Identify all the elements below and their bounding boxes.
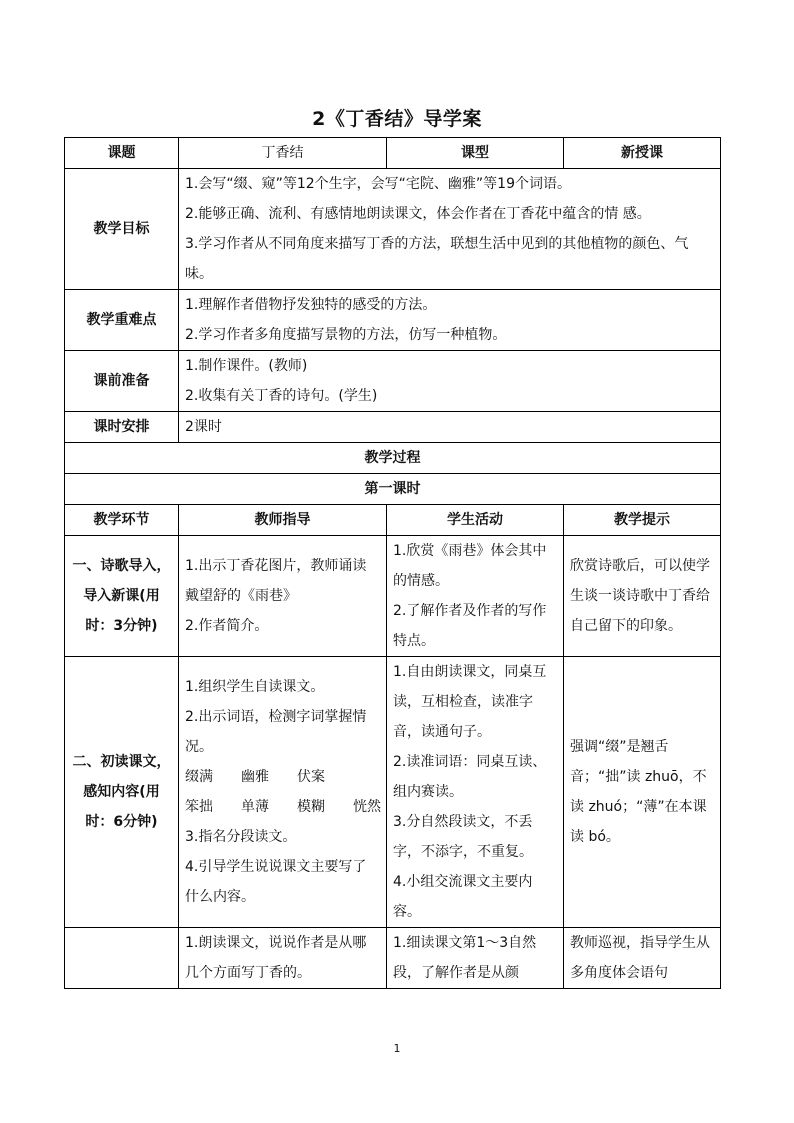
key-points-label: 教学重难点 bbox=[65, 290, 179, 351]
page-number: 1 bbox=[393, 1042, 401, 1055]
process-row-first-reading bbox=[65, 657, 721, 928]
teacher-item: 1.组织学生自读课文。 bbox=[185, 679, 325, 695]
goals-row bbox=[65, 169, 721, 290]
process-title: 教学过程 bbox=[65, 443, 721, 474]
tip-item: 强调“缀”是翘舌音；“拙”读 zhuō，不读 zhuó；“薄”在本课读 bó。 bbox=[570, 739, 707, 845]
goal-item: 3.学习作者从不同角度来描写丁香的方法，联想生活中见到的其他植物的颜色、气味。 bbox=[185, 236, 689, 282]
stage-cell bbox=[65, 928, 179, 989]
tips-cell bbox=[564, 657, 721, 928]
student-item: 2.了解作者及作者的写作特点。 bbox=[393, 603, 547, 649]
process-row-intro bbox=[65, 536, 721, 657]
tips-cell bbox=[564, 928, 721, 989]
goal-item: 2.能够正确、流利、有感情地朗读课文，体会作者在丁香花中蕴含的情 感。 bbox=[185, 206, 651, 222]
student-cell bbox=[387, 928, 564, 989]
teacher-cell bbox=[179, 536, 387, 657]
preparation-item: 1.制作课件。(教师) bbox=[185, 358, 308, 374]
column-header: 教师指导 bbox=[179, 505, 387, 536]
stage-cell: 二、初读课文，感知内容(用时：6分钟) bbox=[65, 657, 179, 928]
student-item: 4.小组交流课文主要内容。 bbox=[393, 874, 533, 920]
tip-item: 教师巡视，指导学生从多角度体会语句 bbox=[570, 935, 710, 981]
schedule-label: 课时安排 bbox=[65, 412, 179, 443]
preparation-item: 2.收集有关丁香的诗句。(学生) bbox=[185, 388, 378, 404]
preparation-label: 课前准备 bbox=[65, 351, 179, 412]
column-header-row bbox=[65, 505, 721, 536]
teacher-item: 3.指名分段读文。 bbox=[185, 829, 297, 845]
document-title: 2《丁香结》导学案 bbox=[312, 108, 482, 130]
teacher-cell bbox=[179, 657, 387, 928]
topic-value: 丁香结 bbox=[179, 138, 387, 169]
key-points-content bbox=[179, 290, 721, 351]
info-row bbox=[65, 138, 721, 169]
lesson-plan-table bbox=[64, 137, 721, 989]
teacher-item: 2.出示词语，检测字词掌握情况。 bbox=[185, 709, 367, 755]
column-header: 学生活动 bbox=[387, 505, 564, 536]
vocabulary-line: 缀满 幽雅 伏案 bbox=[185, 769, 325, 785]
stage-cell: 一、诗歌导入，导入新课(用时：3分钟) bbox=[65, 536, 179, 657]
key-point-item: 2.学习作者多角度描写景物的方法，仿写一种植物。 bbox=[185, 327, 507, 343]
goals-content bbox=[179, 169, 721, 290]
schedule-row bbox=[65, 412, 721, 443]
student-item: 1.自由朗读课文，同桌互读，互相检查，读准字音，读通句子。 bbox=[393, 664, 547, 740]
teacher-item: 4.引导学生说说课文主要写了什么内容。 bbox=[185, 859, 367, 905]
lesson-title-row bbox=[65, 474, 721, 505]
goals-label: 教学目标 bbox=[65, 169, 179, 290]
student-cell bbox=[387, 536, 564, 657]
lesson-title: 第一课时 bbox=[65, 474, 721, 505]
topic-label: 课题 bbox=[65, 138, 179, 169]
student-item: 2.读准词语：同桌互读、组内赛读。 bbox=[393, 754, 547, 800]
type-value: 新授课 bbox=[564, 138, 721, 169]
teacher-item: 1.出示丁香花图片，教师诵读戴望舒的《雨巷》 bbox=[185, 558, 367, 604]
column-header: 教学环节 bbox=[65, 505, 179, 536]
preparation-content bbox=[179, 351, 721, 412]
teacher-item: 2.作者简介。 bbox=[185, 618, 269, 634]
process-title-row bbox=[65, 443, 721, 474]
student-item: 3.分自然段读文，不丢字，不添字，不重复。 bbox=[393, 814, 533, 860]
teacher-item: 1.朗读课文，说说作者是从哪几个方面写丁香的。 bbox=[185, 935, 367, 981]
column-header: 教学提示 bbox=[564, 505, 721, 536]
schedule-value: 2课时 bbox=[179, 412, 721, 443]
type-label: 课型 bbox=[387, 138, 564, 169]
goal-item: 1.会写“缀、窥”等12个生字，会写“宅院、幽雅”等19个词语。 bbox=[185, 176, 571, 192]
student-item: 1.欣赏《雨巷》体会其中的情感。 bbox=[393, 543, 547, 589]
student-item: 1.细读课文第1～3自然段，了解作者是从颜 bbox=[393, 935, 537, 981]
key-point-item: 1.理解作者借物抒发独特的感受的方法。 bbox=[185, 297, 437, 313]
tips-cell bbox=[564, 536, 721, 657]
vocabulary-line: 笨拙 单薄 模糊 恍然 bbox=[185, 799, 381, 815]
tip-item: 欣赏诗歌后，可以使学生谈一谈诗歌中丁香给自己留下的印象。 bbox=[570, 558, 710, 634]
preparation-row bbox=[65, 351, 721, 412]
teacher-cell bbox=[179, 928, 387, 989]
student-cell bbox=[387, 657, 564, 928]
process-row-continued bbox=[65, 928, 721, 989]
key-points-row bbox=[65, 290, 721, 351]
